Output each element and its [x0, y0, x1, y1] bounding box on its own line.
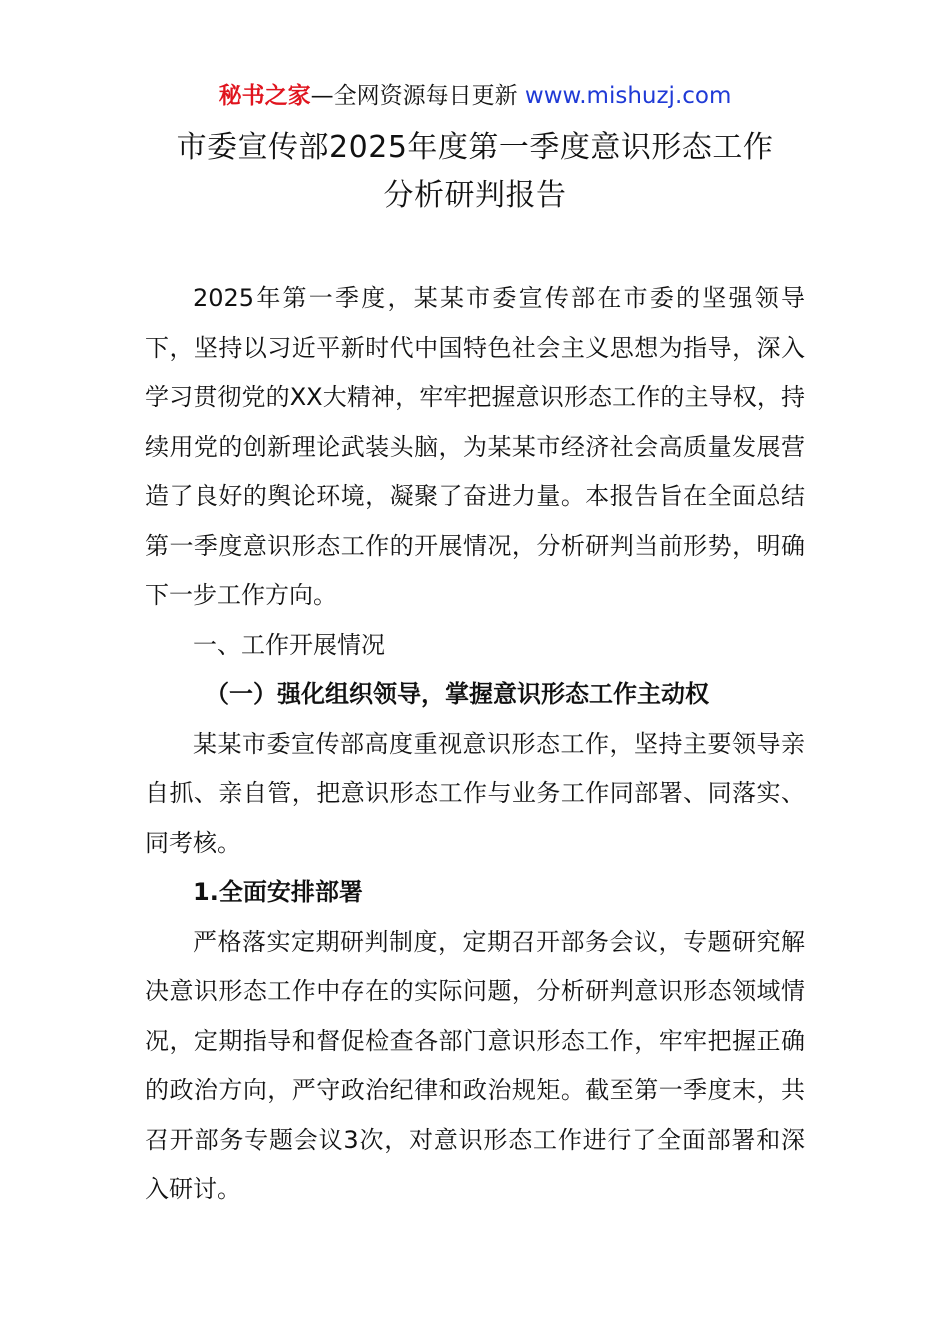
brand-name: 秘书之家 — [218, 83, 311, 109]
paragraph-2: 严格落实定期研判制度，定期召开部务会议，专题研究解决意识形态工作中存在的实际问题，分析研判意识形态领域情况，定期指导和督促检查各部门意识形态工作，牢牢把握正确的政治方向，严守政治纪律和政治规矩。截至第一季度末，共召开部务专题会议3次，对意识形态工作进行了全面部署和深入研讨。 — [145, 927, 805, 1203]
header-tagline: —全网资源每日更新 — [310, 83, 518, 109]
section-heading-1: 一、工作开展情况 — [193, 630, 385, 659]
document-title-line-2: 分析研判报告 — [383, 178, 567, 213]
subsection-heading-1: （一）强化组织领导，掌握意识形态工作主动权 — [205, 680, 709, 708]
site-url-link[interactable]: www.mishuzj.com — [524, 83, 732, 109]
site-header — [0, 80, 950, 112]
document-title-line-1: 市委宣传部2025年度第一季度意识形态工作 — [176, 130, 774, 165]
document-body — [145, 274, 805, 1215]
paragraph-1: 某某市委宣传部高度重视意识形态工作，坚持主要领导亲自抓、亲自管，把意识形态工作与业务工作同部署、同落实、同考核。 — [145, 729, 805, 857]
item-heading-1: 1.全面安排部署 — [193, 878, 363, 906]
intro-paragraph: 2025年第一季度，某某市委宣传部在市委的坚强领导下，坚持以习近平新时代中国特色社会主义思想为指导，深入学习贯彻党的XX大精神，牢牢把握意识形态工作的主导权，持续用党的创新理论武装头脑，为某某市经济社会高质量发展营造了良好的舆论环境，凝聚了奋进力量。本报告旨在全面总结第一季度意识形态工作的开展情况，分析研判当前形势，明确下一步工作方向。 — [145, 284, 805, 609]
